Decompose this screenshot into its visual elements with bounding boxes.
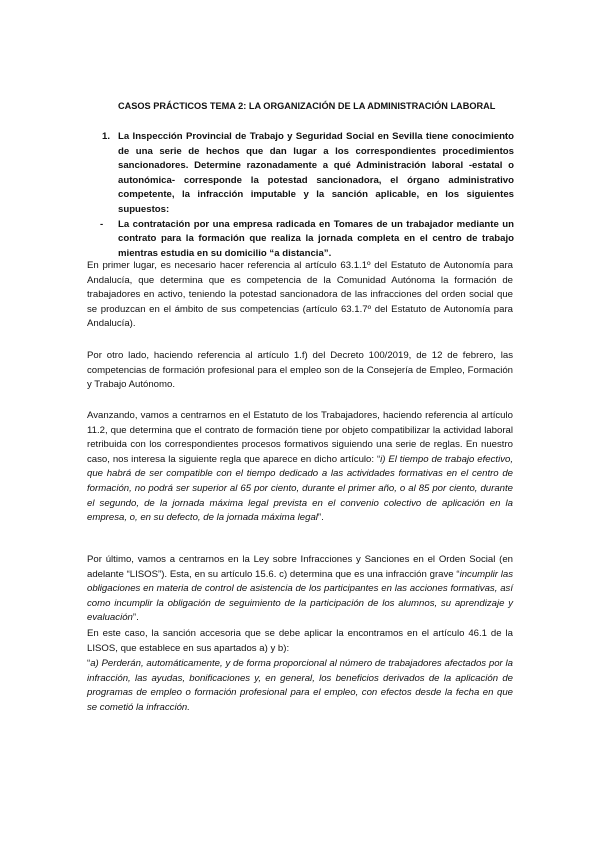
question-number: 1. — [102, 131, 111, 142]
case-item — [102, 218, 514, 262]
paragraph-text: Por último, vamos a centrarnos en la Ley sobre Infracciones y Sanciones en el Orden Social (en adelante “LISOS”). Esta, en su artículo 15.6. c) determina que es una infracción grave “ — [87, 554, 513, 580]
paragraph-estatuto-andalucia: En primer lugar, es necesario hacer referencia al artículo 63.1.1º del Estatuto de Autonomía para Andalucía, que determina que es competencia de la Comunidad Autónoma la formación de trabajadores en activo, teniendo la potestad sancionadora de las infracciones del orden social que se produzcan en el ámbito de sus competencias (artículo 63.1.7º del Estatuto de Autonomía para Andalucía). — [87, 260, 513, 330]
quoted-sanction: a) Perderán, automáticamente, y de forma proporcional al número de trabajadores afectados por la infracción, las ayudas, bonificaciones y, en general, los beneficios derivados de la aplicación de programas de empleo o formación profesional para el empleo, con efectos desde la fecha en que se cometió la infracción. — [87, 658, 513, 713]
paragraph-decreto: Por otro lado, haciendo referencia al artículo 1.f) del Decreto 100/2019, de 12 de febrero, las competencias de formación profesional para el empleo son de la Consejería de Empleo, Formación y Trabajo Autónomo. — [87, 350, 513, 391]
paragraph-sancion: En este caso, la sanción accesoria que se debe aplicar la encontramos en el artículo 46.1 de la LISOS, que establece en sus apartados a) y b): — [87, 628, 513, 654]
paragraph-lisos — [87, 553, 513, 626]
quote-close: ”. — [132, 612, 139, 624]
paragraph-quote-a — [87, 657, 513, 715]
quote-close: ”. — [317, 512, 324, 524]
document-title: CASOS PRÁCTICOS TEMA 2: LA ORGANIZACIÓN DE LA ADMINISTRACIÓN LABORAL — [118, 101, 496, 111]
quote-open: “ — [87, 658, 91, 669]
quoted-infraction: incumplir las obligaciones en materia de control de asistencia de los participantes en las acciones formativas, así como incumplir la obligación de seguimiento de la participación de los alumnos, su aprendizaje y evaluación — [87, 568, 513, 624]
paragraph-estatuto-trabajadores — [87, 409, 513, 526]
case-text: La contratación por una empresa radicada en Tomares de un trabajador mediante un contrato para la formación que realiza la jornada completa en el centro de trabajo mientras estudia en su domicilio “a distancia”. — [118, 218, 514, 259]
question-block — [102, 130, 514, 261]
quoted-rule: i) El tiempo de trabajo efectivo, que habrá de ser compatible con el tiempo dedicado a las actividades formativas en el centro de formación, no podrá ser superior al 65 por ciento, durante el primer año, o al 85 por ciento, durante el segundo, de la jornada máxima legal prevista en el convenio colectivo de aplicación en la empresa, o, en su defecto, de la jornada máxima legal — [87, 453, 514, 524]
dash-bullet: - — [100, 218, 104, 230]
question-text: La Inspección Provincial de Trabajo y Seguridad Social en Sevilla tiene conocimiento de una serie de hechos que dan lugar a los correspondientes procedimientos sancionadores. Determine razonadamente a qué Administración laboral -estatal o autonómica- corresponde la potestad sancionadora, el órgano administrativo competente, la infracción imputable y la sanción aplicable, en los siguientes supuestos: — [118, 131, 514, 215]
question-item — [102, 130, 514, 218]
paragraph-text: Avanzando, vamos a centrarnos en el Estatuto de los Trabajadores, haciendo referencia al artículo 11.2, que determina que el contrato de formación tiene por objeto compatibilizar la actividad laboral retribuida con los correspondientes procesos formativos siguiendo una serie de reglas. En nuestro caso, nos interesa la siguiente regla que aparece en dicho artículo: “ — [87, 410, 513, 465]
